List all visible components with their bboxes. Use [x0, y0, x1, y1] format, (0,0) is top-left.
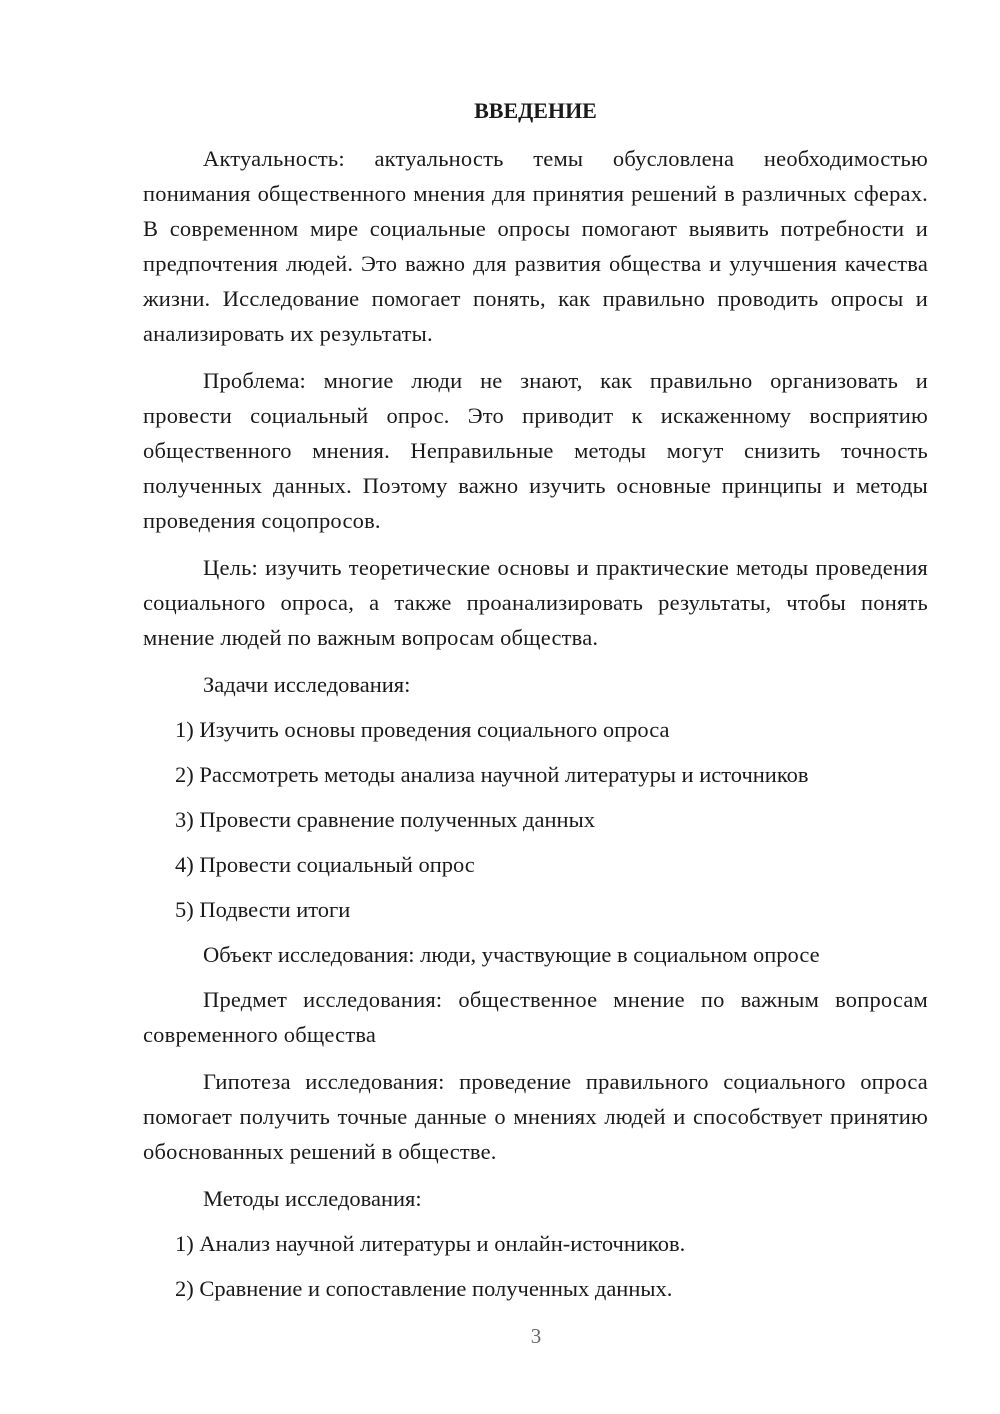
methods-list: [143, 1226, 928, 1306]
subject-paragraph: Предмет исследования: общественное мнение по важным вопросам современного общества: [143, 987, 928, 1047]
relevance-paragraph: Актуальность: актуальность темы обусловлена необходимостью понимания общественного мнения для принятия решений в различных сферах. В современном мире социальные опросы помогают выявить потребности и предпочтения людей. Это важно для развития общества и улучшения качества жизни. Исследование помогает понять, как правильно проводить опросы и анализировать их результаты.: [143, 146, 928, 346]
list-item: 5) Подвести итоги: [175, 897, 351, 922]
tasks-heading: Задачи исследования:: [203, 672, 411, 697]
list-item: 3) Провести сравнение полученных данных: [175, 807, 595, 832]
list-item: 4) Провести социальный опрос: [175, 852, 475, 877]
page-number: 3: [530, 1324, 542, 1348]
object-line: Объект исследования: люди, участвующие в социальном опросе: [203, 942, 820, 967]
document-page: [143, 93, 928, 1316]
list-item: 2) Рассмотреть методы анализа научной литературы и источников: [175, 762, 809, 787]
hypothesis-paragraph: Гипотеза исследования: проведение правильного социального опроса помогает получить точные данные о мнениях людей и способствует принятию обоснованных решений в обществе.: [143, 1069, 928, 1164]
list-item: 1) Анализ научной литературы и онлайн-источников.: [175, 1231, 686, 1256]
tasks-list: [143, 712, 928, 927]
methods-heading: Методы исследования:: [203, 1186, 422, 1211]
problem-paragraph: Проблема: многие люди не знают, как правильно организовать и провести социальный опрос. Это приводит к искаженному восприятию общественного мнения. Неправильные методы могут снизить точность полученных данных. Поэтому важно изучить основные принципы и методы проведения соцопросов.: [143, 368, 928, 533]
list-item: 2) Сравнение и сопоставление полученных данных.: [175, 1276, 673, 1301]
page-title: ВВЕДЕНИЕ: [474, 98, 597, 123]
goal-paragraph: Цель: изучить теоретические основы и практические методы проведения социального опроса, а также проанализировать результаты, чтобы понять мнение людей по важным вопросам общества.: [143, 555, 928, 650]
list-item: 1) Изучить основы проведения социального опроса: [175, 717, 670, 742]
